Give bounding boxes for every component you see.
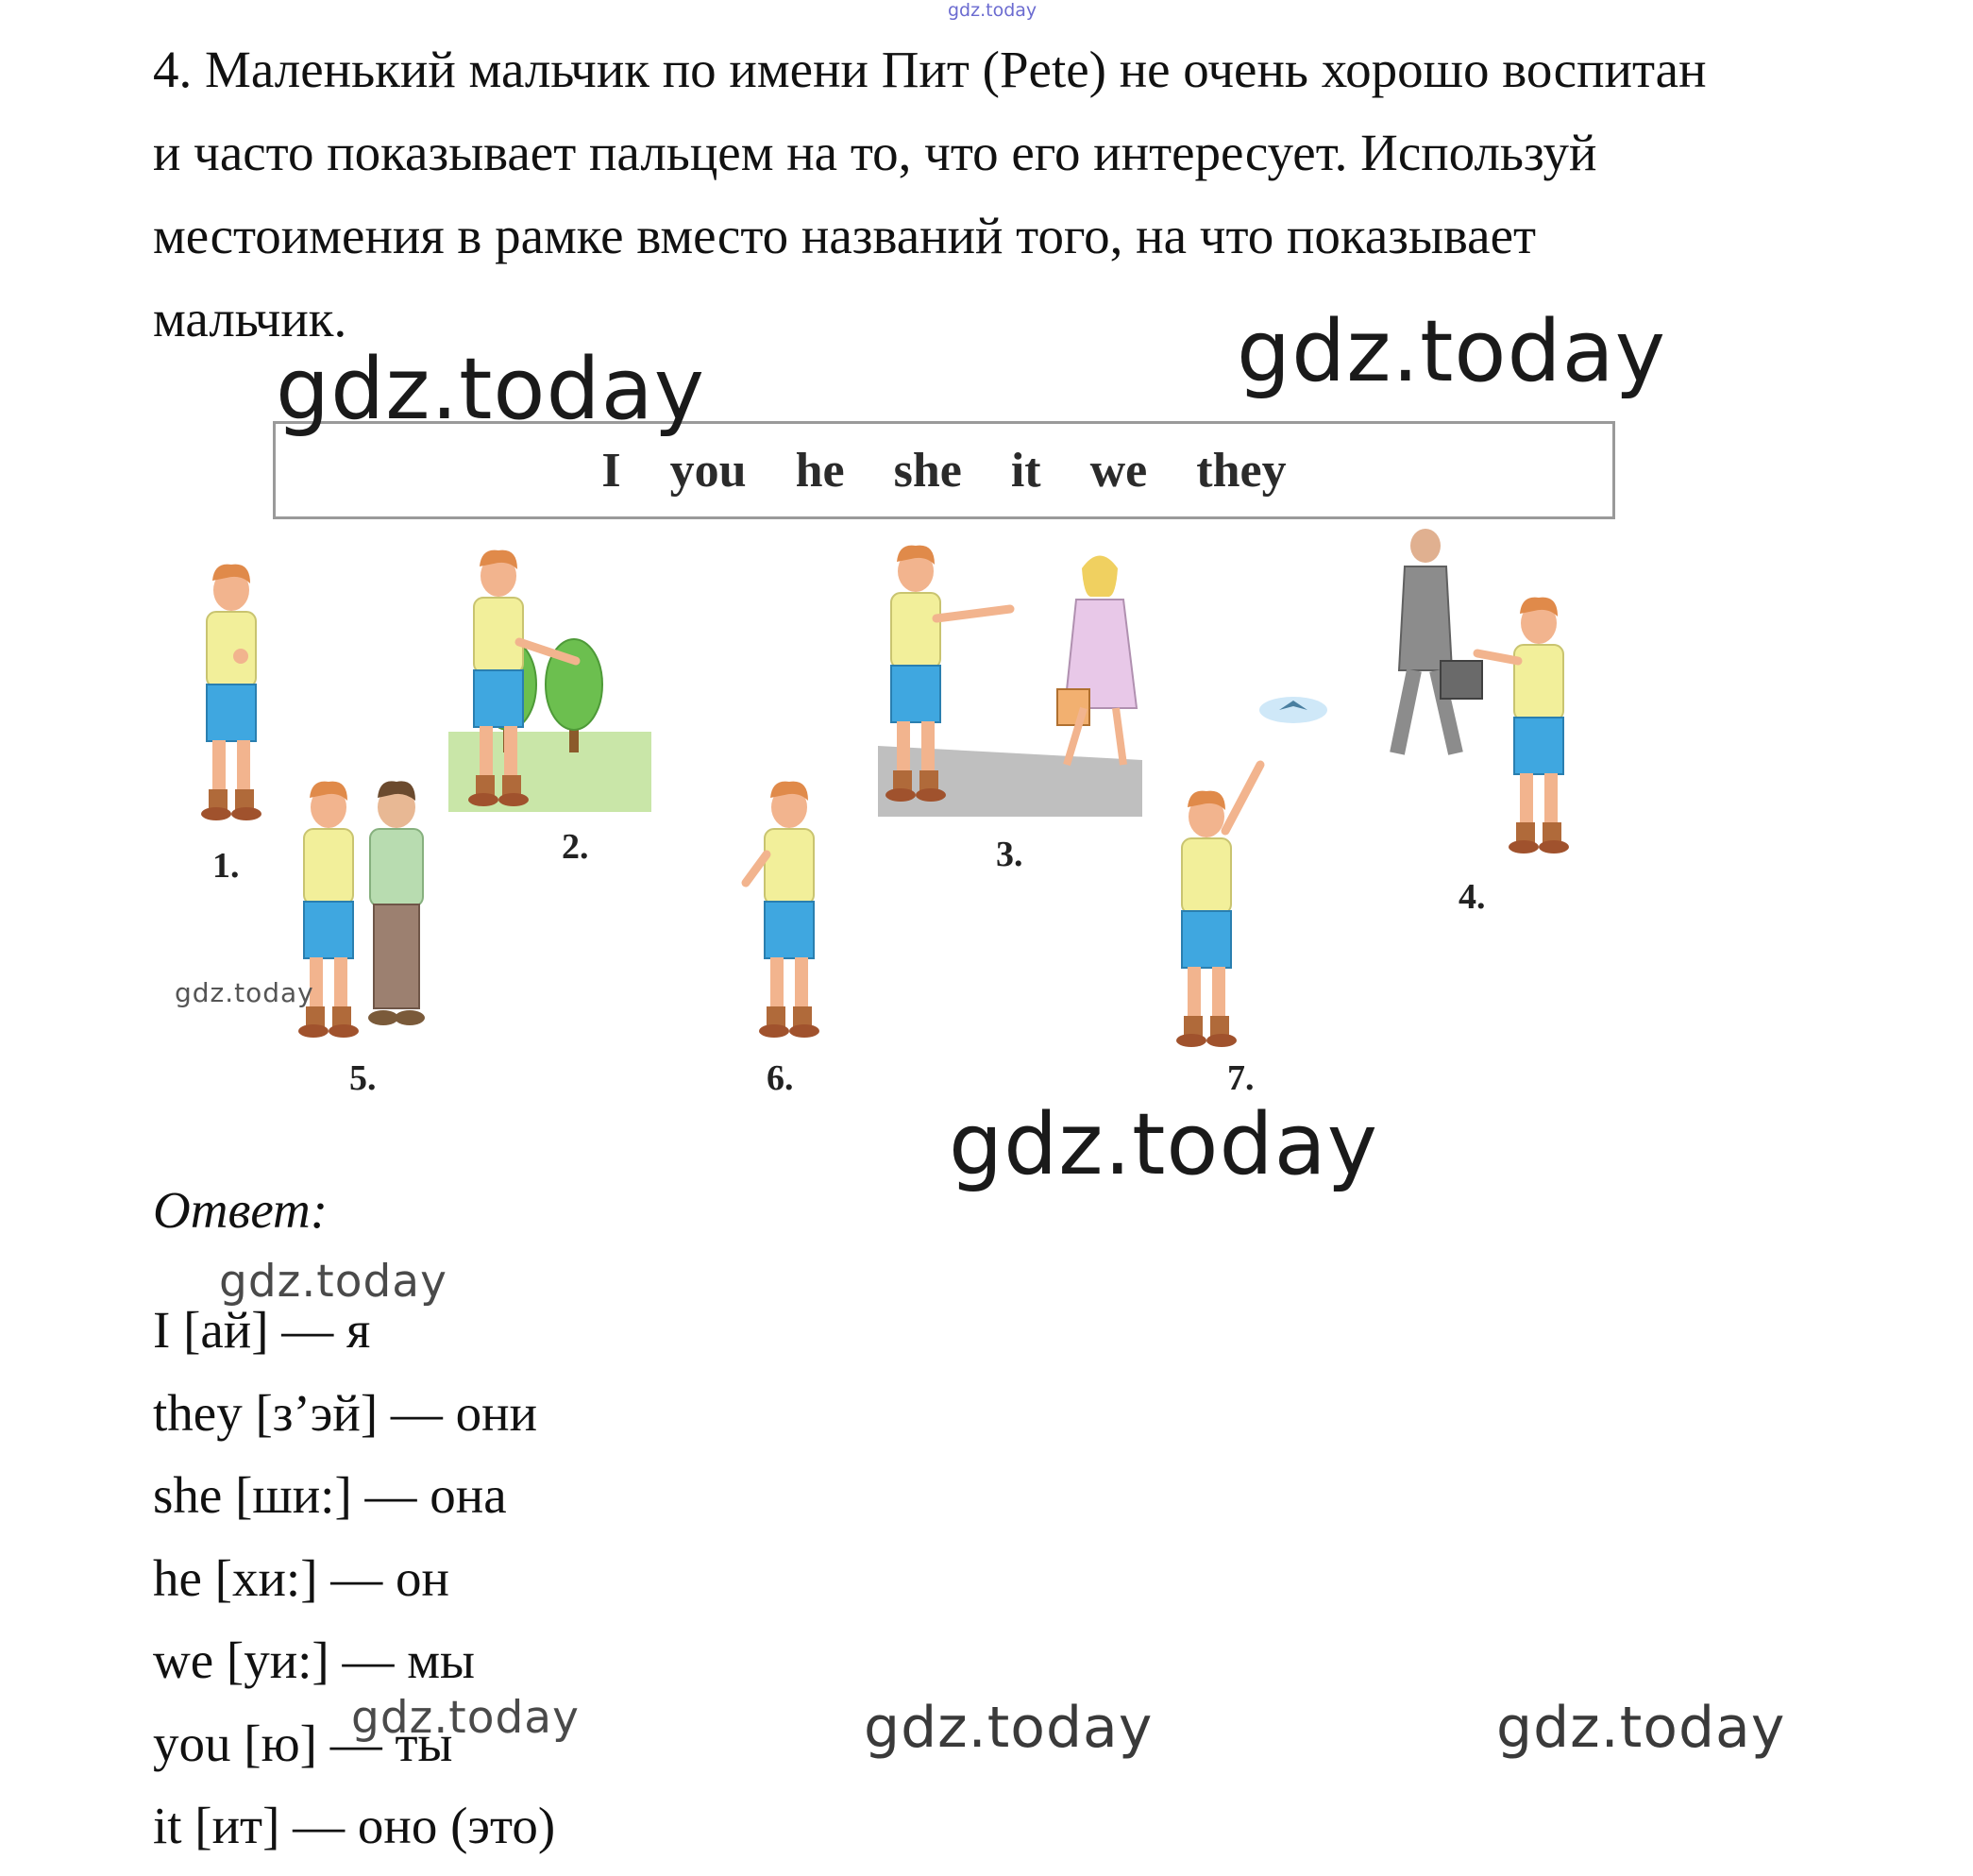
picture-label-3: 3. — [996, 835, 1023, 874]
answer-label: Ответ: — [153, 1181, 329, 1239]
answer-row-he: he [хи:] — он — [153, 1548, 449, 1607]
picture-label-7: 7. — [1227, 1058, 1255, 1098]
picture-1-boy — [201, 565, 261, 820]
pronoun-we: we — [1089, 443, 1148, 498]
picture-label-1: 1. — [212, 846, 240, 886]
picture-2-trees — [448, 550, 651, 812]
answer-row-it: it [ит] — оно (это) — [153, 1797, 556, 1854]
picture-label-6: 6. — [767, 1058, 794, 1098]
pronoun-you: you — [669, 443, 747, 498]
picture-3-girl — [878, 546, 1142, 817]
picture-label-2: 2. — [562, 827, 589, 867]
task-line-1: 4. Маленький мальчик по имени Пит (Pete) не очень хорошо воспитан — [153, 41, 1707, 98]
watermark: gdz.today — [1496, 1695, 1786, 1761]
pronoun-she: she — [893, 443, 962, 498]
task-line-2: и часто показывает пальцем на то, что его интересует. Используй — [153, 124, 1597, 181]
watermark: gdz.today — [351, 1692, 580, 1744]
pronoun-i: I — [601, 443, 621, 498]
picture-6-boy — [746, 782, 819, 1038]
answer-row-we: we [уи:] — мы — [153, 1631, 475, 1689]
task-line-3: местоимения в рамке вместо названий того, на что показывает — [153, 207, 1537, 264]
answer-list — [153, 1289, 555, 1868]
illustration-svg — [160, 529, 1633, 1114]
top-watermark: gdz.today — [948, 0, 1037, 21]
picture-label-5: 5. — [349, 1058, 377, 1098]
picture-label-4: 4. — [1459, 877, 1486, 917]
watermark: gdz.today — [949, 1095, 1379, 1194]
picture-4-man — [1397, 529, 1569, 853]
watermark: gdz.today — [1237, 302, 1667, 401]
picture-7-bird — [1176, 697, 1327, 1047]
answer-row-i: I [ай] — я — [153, 1301, 371, 1359]
watermark: gdz.today — [175, 977, 314, 1008]
pronoun-they: they — [1196, 443, 1287, 498]
answer-row-they: they [з’эй] — они — [153, 1383, 538, 1442]
answer-row-you: you [ю] — ты — [153, 1714, 453, 1772]
watermark: gdz.today — [276, 340, 706, 439]
pronoun-it: it — [1010, 443, 1041, 498]
watermark: gdz.today — [219, 1256, 447, 1308]
watermark: gdz.today — [864, 1695, 1154, 1761]
picture-5-boys — [298, 781, 425, 1038]
illustration — [160, 529, 1633, 1114]
task-line-4: мальчик. — [153, 290, 347, 347]
pronoun-he: he — [795, 443, 845, 498]
answer-row-she: she [ши:] — она — [153, 1466, 507, 1524]
